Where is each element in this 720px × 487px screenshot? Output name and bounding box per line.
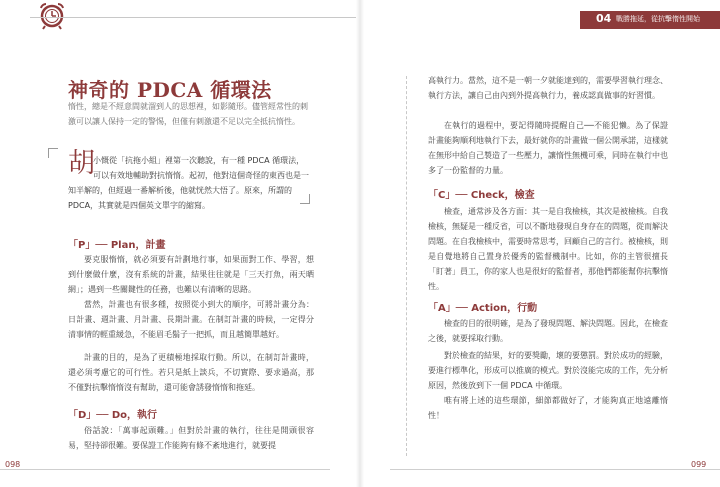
- plan-paragraph-3: 計畫的目的，是為了更積極地採取行動。所以，在制訂計畫時，還必須考慮它的可行性。若只是紙上談兵，不切實際、要求過高，那不僅對抗擊惰惰沒有幫助，還可能會誘發惰惰和拖延。: [68, 353, 314, 392]
- check-heading: 「C」── Check，檢查: [428, 190, 535, 201]
- plan-paragraph-1: 要克服惰惰，就必須要有計劃地行事，如果面對工作、學習，想到什麼做什麼，沒有系統的計畫，結果往往就是「三天打魚，兩天晒網」；遇到一些關鍵性的任務，也難以有清晰的思路。: [68, 255, 314, 294]
- action-paragraph-3: 唯有將上述的這些環節，細節都做好了，才能夠真正地遠離惰性！: [428, 396, 668, 420]
- do-heading: 「D」── Do，執行: [68, 410, 157, 421]
- footer-rule-left: [0, 469, 330, 470]
- plan-heading: 「P」── Plan，計畫: [68, 240, 166, 251]
- story-first-line: 小慨從「抗拖小組」裡第一次聽說，有一種 PDCA 循環法，: [93, 156, 305, 165]
- column-rule: [406, 76, 407, 456]
- plan-paragraph-2: 當然，計畫也有很多種，按照從小到大的順序，可將計畫分為：日計畫、週計畫、月計畫、長期計畫。在制訂計畫的時候，一定得分清事情的輕重緩急，不能眉毛鬍子一把抓，而且越簡單越好。: [68, 300, 314, 339]
- do-paragraph-cont: 高執行力。當然，這不是一朝一夕就能達到的，需要學習執行理念、執行方法，讓自己由內到外提高執行力，養成認真做事的好習慣。: [428, 76, 668, 100]
- alarm-clock-icon: [34, 2, 70, 30]
- page-number-left: 098: [2, 460, 23, 469]
- header-rule: [30, 17, 356, 18]
- story-text: 可以有效地輔助對抗惰惰。起初，他對這個奇怪的東西也是一知半解的，但經過一番解析後，他就恍然大悟了。原來，所謂的 PDCA，其實就是四個英文單字的縮寫。: [68, 171, 309, 210]
- story-box-corner-top: [48, 148, 58, 158]
- section-intro: 惰性，總是不經意間就溜到人的思想裡，如影隨形。儘管經常性的刺激可以讓人保持一定的警惕，但僅有刺激還不足以完全抵抗惰性。: [68, 102, 308, 126]
- chapter-title: 戰勝拖延，從抗擊惰性開始: [616, 15, 700, 23]
- action-paragraph-2: 對於檢查的結果，好的要獎勵，壞的要懲罰。對於成功的經驗，要進行標準化，形成可以推廣的模式。對於沒能完成的工作，先分析原因，然後放到下一個 PDCA 中循環。: [428, 351, 668, 390]
- book-spine: [356, 0, 364, 487]
- do-paragraph-1: 俗話說：「萬事起頭難。」但對於計畫的執行，往往是開頭很容易，堅持卻很難。要保證工作能夠有條不紊地進行，就要提: [68, 426, 314, 450]
- section-title: 神奇的 PDCA 循環法: [68, 78, 272, 102]
- action-heading: 「A」── Action，行動: [428, 303, 538, 314]
- page-number-right: 099: [688, 460, 709, 469]
- do-paragraph-2: 在執行的過程中，要記得隨時提醒自己──不能犯懶。為了保證計畫能夠順利地執行下去，最好就你的計畫做一個公開承諾，這樣就在無形中給自己製造了一些壓力，讓惰性無機可乘，同時在執行中也多了一份監督的力量。: [428, 121, 668, 175]
- drop-cap: 胡: [68, 148, 95, 179]
- check-paragraph-1: 檢查，通常涉及各方面：其一是自我檢核，其次是被檢核。自我檢核，無疑是一種反省，可以不斷地發現自身存在的問題，從而解決問題。在自我檢核中，需要時常思考，回顧自己的言行。被檢核，則是自覺地將自己置身於優秀的監督機制中。比如，你的主管很擅長「盯著」員工，你的家人也是很好的監督者，那他們都能幫你抗擊惰性。: [428, 207, 668, 291]
- chapter-number: 04: [596, 12, 612, 25]
- action-paragraph-1: 檢查的目的很明確，是為了發現問題、解決問題。因此，在檢查之後，就要採取行動。: [428, 319, 668, 343]
- footer-rule-right: [390, 469, 720, 470]
